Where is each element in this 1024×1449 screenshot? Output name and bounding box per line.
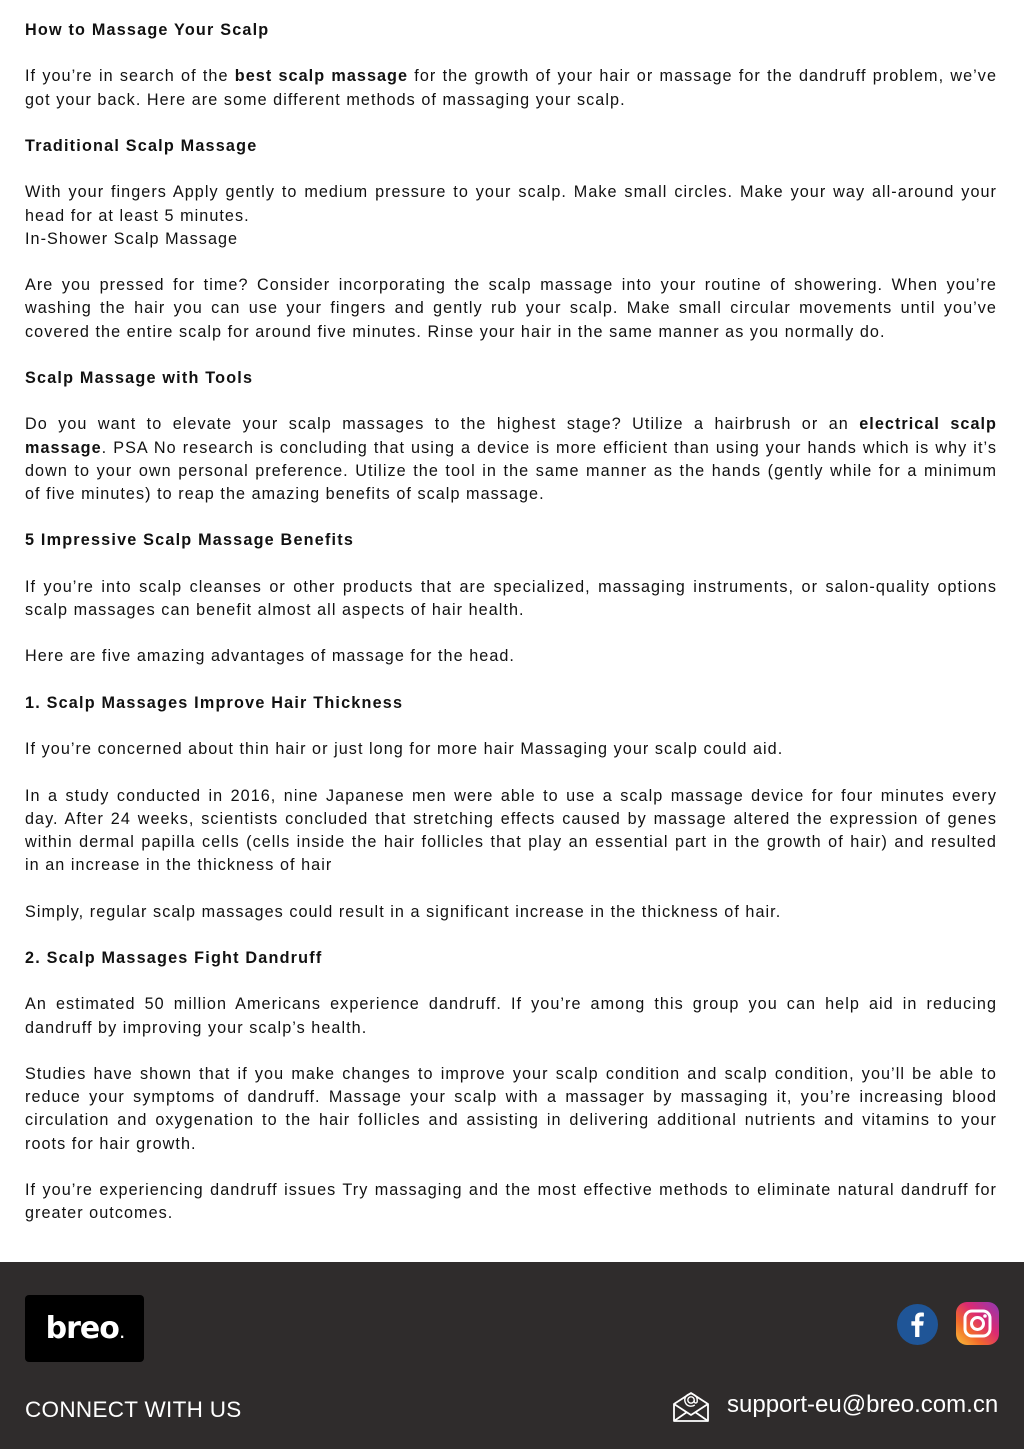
- intro-text-end: for the growth of your hair or massage for the dandruff problem, we’ve got your back. Here are some different methods of massaging your scalp.: [25, 67, 997, 109]
- connect-with-us-label: CONNECT WITH US: [25, 1397, 242, 1422]
- benefit2-paragraph-3: If you’re experiencing dandruff issues Try massaging and the most effective methods to eliminate natural dandruff for greater outcomes.: [25, 1180, 997, 1223]
- traditional-paragraph: With your fingers Apply gently to medium pressure to your scalp. Make small circles. Make your way all-around your head for at least 5 minutes.: [25, 183, 997, 225]
- inshower-heading: In-Shower Scalp Massage: [25, 229, 239, 248]
- article-title: How to Massage Your Scalp: [25, 21, 270, 39]
- benefit1-paragraph-1: If you’re concerned about thin hair or just long for more hair Massaging your scalp could aid.: [25, 740, 784, 759]
- benefit2-heading: 2. Scalp Massages Fight Dandruff: [25, 948, 323, 967]
- article: [25, 19, 997, 1225]
- tools-paragraph: [25, 413, 997, 506]
- tools-heading: Scalp Massage with Tools: [25, 368, 254, 387]
- benefit2-paragraph-1: An estimated 50 million Americans experience dandruff. If you’re among this group you can help aid in reducing dandruff by improving your scalp’s health.: [25, 995, 997, 1037]
- tools-text-end: . PSA No research is concluding that using a device is more efficient than using your hands which is why it’s down to your own personal preference. Utilize the tool in the same manner as the hands (gently while for a minimum of five minutes) to reap the amazing benefits of scalp massage.: [25, 438, 997, 503]
- intro-paragraph: [25, 65, 997, 111]
- support-email-link[interactable]: support-eu@breo.com.cn: [727, 1391, 999, 1418]
- traditional-heading: Traditional Scalp Massage: [25, 136, 258, 155]
- logo-dot: .: [119, 1327, 124, 1341]
- benefit1-paragraph-3: Simply, regular scalp massages could result in a significant increase in the thickness of hair.: [25, 902, 782, 921]
- instagram-icon[interactable]: [956, 1302, 999, 1345]
- logo-wordmark: [46, 1311, 124, 1346]
- benefits-heading: 5 Impressive Scalp Massage Benefits: [25, 531, 355, 550]
- mail-icon: [672, 1391, 710, 1423]
- inshower-paragraph: Are you pressed for time? Consider incorporating the scalp massage into your routine of showering. When you’re washing the hair you can use your fingers and gently rub your scalp. Make small circular movements until you’ve covered the entire scalp for around five minutes. Rinse your hair in the same manner as you normally do.: [25, 276, 997, 341]
- electrical-scalp-massage-link: electrical scalp massage: [25, 415, 997, 457]
- breo-logo[interactable]: [25, 1295, 144, 1362]
- benefit2-paragraph-2: Studies have shown that if you make changes to improve your scalp condition and scalp condition, you’ll be able to reduce your symptoms of dandruff. Massage your scalp with a massager by massaging it, you’re increasing blood circulation and oxygenation to the hair follicles and assisting in delivering additional nutrients and vitamins to your roots for hair growth.: [25, 1064, 997, 1153]
- benefit1-paragraph-2: In a study conducted in 2016, nine Japanese men were able to use a scalp massage device for four minutes every day. After 24 weeks, scientists concluded that stretching effects caused by massage altered the expression of genes within dermal papilla cells (cells inside the hair follicles that play an essential part in the growth of hair) and resulted in an increase in the thickness of hair: [25, 786, 997, 875]
- benefits-paragraph-2: Here are five amazing advantages of massage for the head.: [25, 647, 515, 666]
- benefit1-heading: 1. Scalp Massages Improve Hair Thickness: [25, 693, 404, 712]
- facebook-icon[interactable]: [897, 1304, 938, 1345]
- footer: [0, 1262, 1024, 1449]
- best-scalp-massage-link: best scalp massage: [234, 67, 409, 86]
- tools-text-start: Do you want to elevate your scalp massages to the highest stage? Utilize a hairbrush or an: [25, 415, 860, 434]
- logo-text: breo: [45, 1311, 119, 1346]
- intro-text-start: If you’re in search of the: [25, 67, 235, 86]
- benefits-paragraph-1: If you’re into scalp cleanses or other products that are specialized, massaging instruments, or salon-quality options scalp massages can benefit almost all aspects of hair health.: [25, 577, 997, 619]
